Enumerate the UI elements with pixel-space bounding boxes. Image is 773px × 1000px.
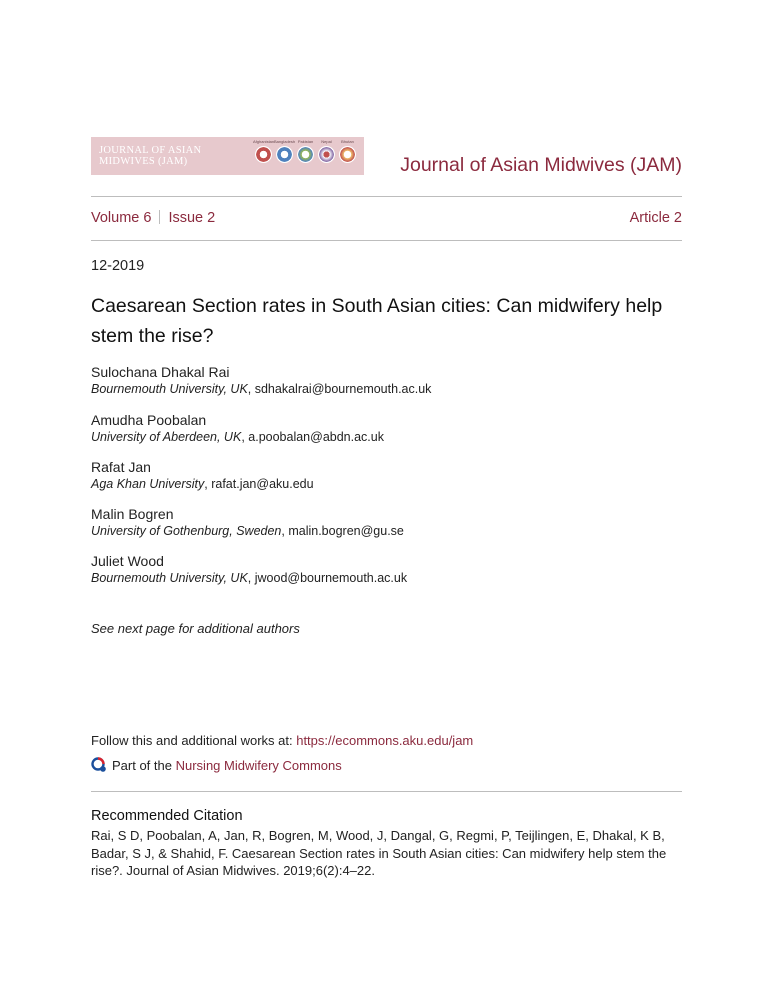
part-of-text: Part of the [112,757,172,773]
paper-title: Caesarean Section rates in South Asian cities: Can midwifery help stem the rise? [91,295,663,347]
seal-emblem-icon [318,146,335,163]
citation-body: Rai, S D, Poobalan, A, Jan, R, Bogren, M, Wood, J, Dangal, G, Regmi, P, Teijlingen, E, Dhakal, K B, Badar, S J, & Shahid, F. Caesarean Section rates in South Asian cities: Can midwifery help stem the rise?. Journal of Asian Midwives. 2019;6(2):4–22. [91,828,667,878]
banner-text: JOURNAL OF ASIAN MIDWIVES (JAM) [99,145,202,167]
author-affiliation: Bournemouth University, UK [91,382,248,396]
issue-nav [91,210,682,228]
journal-title-link[interactable]: Journal of Asian Midwives (JAM) [400,154,682,176]
author-entry: Sulochana Dhakal Rai Bournemouth University, UK, sdhakalrai@bournemouth.ac.uk [91,363,691,398]
journal-banner[interactable] [91,137,364,175]
network-commons-icon [91,757,107,773]
author-entry: Rafat Jan Aga Khan University, rafat.jan@aku.edu [91,458,691,493]
author-affiliation: Bournemouth University, UK [91,571,248,585]
author-affiliation: Aga Khan University [91,477,205,491]
author-name: Sulochana Dhakal Rai [91,364,230,380]
seal-label: Nepal [321,139,332,144]
author-name: Rafat Jan [91,459,151,475]
separator [159,210,160,224]
seal-afghanistan [253,139,274,163]
author-name: Juliet Wood [91,553,164,569]
author-name: Malin Bogren [91,506,174,522]
seal-bhutan [337,139,358,163]
author-email: sdhakalrai@bournemouth.ac.uk [254,382,432,396]
seal-nepal [316,139,337,163]
author-entry: Amudha Poobalan University of Aberdeen, UK, a.poobalan@abdn.ac.uk [91,411,691,446]
seal-emblem-icon [339,146,356,163]
seal-label: Bangladesh [274,139,296,144]
seal-emblem-icon [255,146,272,163]
seal-label: Bhutan [341,139,354,144]
country-seals [253,139,361,173]
issue-link[interactable]: Issue 2 [168,210,216,226]
additional-authors-note: See next page for additional authors [91,621,300,636]
seal-bangladesh [274,139,295,163]
seal-label: Pakistan [297,139,314,144]
author-name: Amudha Poobalan [91,412,207,428]
author-entry: Malin Bogren University of Gothenburg, Sweden, malin.bogren@gu.se [91,505,691,540]
follow-text: Follow this and additional works at: [91,733,297,748]
publication-date: 12-2019 [91,258,145,274]
commons-link[interactable]: Nursing Midwifery Commons [175,757,342,773]
author-email: malin.bogren@gu.se [288,524,404,538]
divider [91,196,682,197]
volume-link[interactable]: Volume 6 [91,210,152,226]
follow-line [91,733,473,748]
divider [91,791,682,792]
author-affiliation: University of Aberdeen, UK [91,430,242,444]
seal-label: Afghanistan [253,139,275,144]
seal-emblem-icon [276,146,293,163]
repository-link[interactable]: https://ecommons.aku.edu/jam [296,733,474,748]
article-link[interactable]: Article 2 [629,210,682,226]
author-entry: Juliet Wood Bournemouth University, UK, jwood@bournemouth.ac.uk [91,552,691,587]
divider [91,240,682,241]
seal-emblem-icon [297,146,314,163]
author-email: rafat.jan@aku.edu [211,477,314,491]
author-email: a.poobalan@abdn.ac.uk [248,430,384,444]
author-email: jwood@bournemouth.ac.uk [254,571,408,585]
citation-heading: Recommended Citation [91,808,243,824]
author-affiliation: University of Gothenburg, Sweden [91,524,282,538]
seal-pakistan [295,139,316,163]
part-of-line [91,757,342,773]
